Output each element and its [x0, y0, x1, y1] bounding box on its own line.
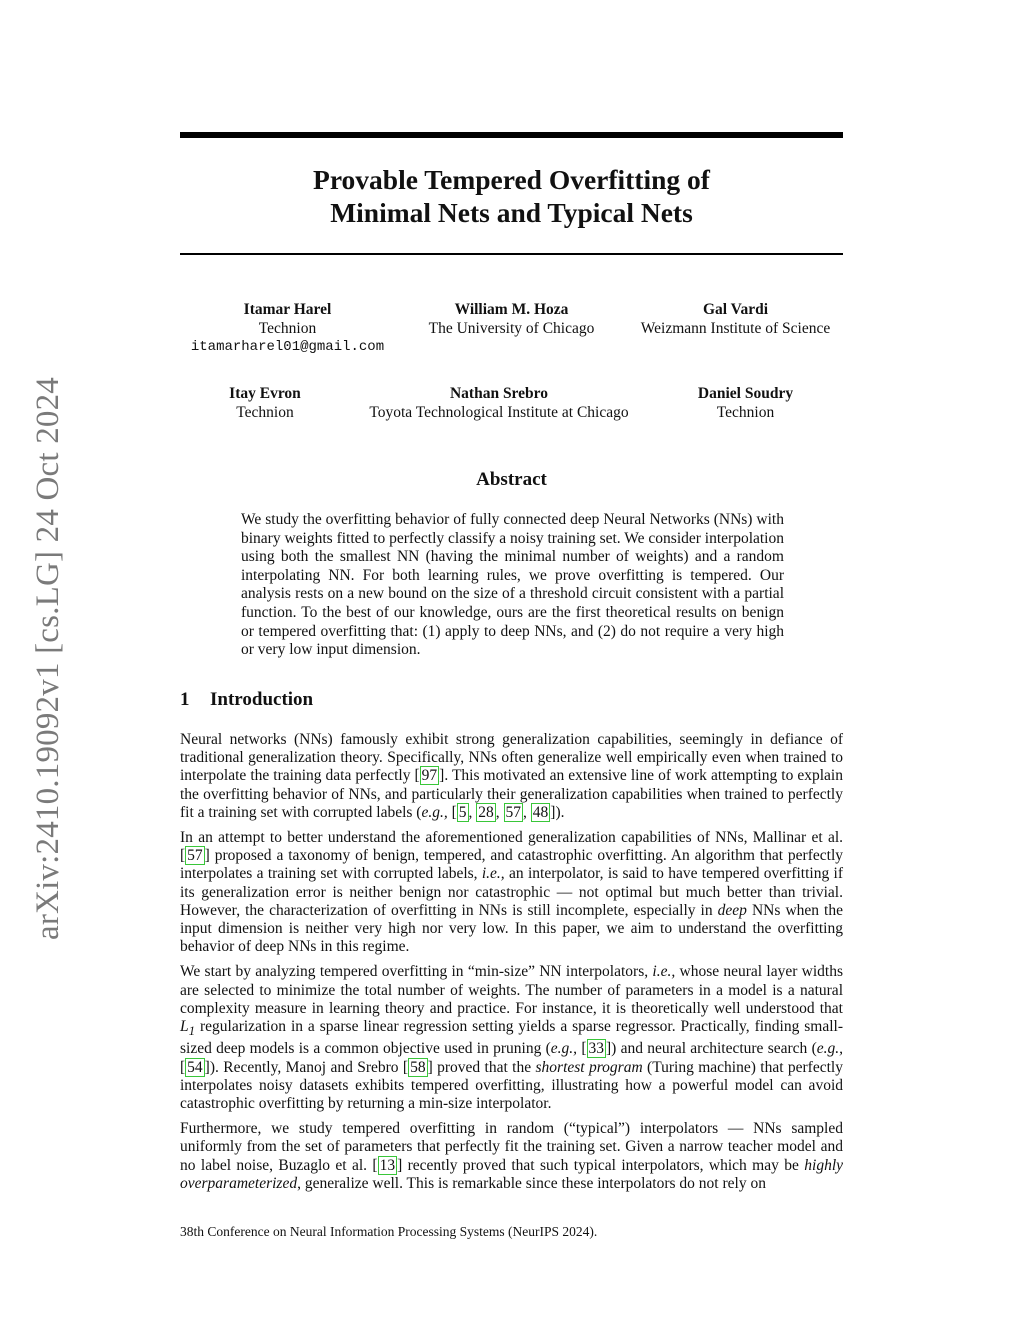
author-name: Itay Evron	[229, 385, 301, 402]
arxiv-stamp: arXiv:2410.19092v1 [cs.LG] 24 Oct 2024	[30, 376, 66, 940]
author-name: Itamar Harel	[243, 301, 332, 318]
author-name: Gal Vardi	[702, 301, 769, 318]
paper-title	[180, 163, 843, 229]
title-line-2: Minimal Nets and Typical Nets	[330, 197, 693, 228]
citation-link[interactable]: 33	[588, 1040, 605, 1058]
author-block	[180, 300, 395, 357]
author-block	[180, 384, 350, 422]
author-block	[354, 384, 644, 422]
author-name: Nathan Srebro	[449, 385, 549, 402]
paragraph: Furthermore, we study tempered overfitting in random (“typical”) interpolators — NNs sampled uniformly from the set of parameters that perfectly fit the training set. Given a narrow teacher model and no label noise, Buzaglo et al. [ 13 ] recently proved that such typical interpolators, which may be highly overparameterized, generalize well. This is remarkable since these interpolators do not rely on	[180, 1120, 844, 1192]
author-affiliation: Technion	[236, 404, 294, 421]
abstract-text: We study the overfitting behavior of fully connected deep Neural Networks (NNs) with binary weights fitted to perfectly classify a noisy training set. We consider interpolation using both the smallest NN (having the minimal number of weights) and a random interpolating NN. For both learning rules, we prove overfitting is tempered. Our analysis rests on a new bound on the size of a threshold circuit consistent with a partial function. To the best of our knowledge, ours are the first theoretical results on benign or tempered overfitting that: (1) apply to deep NNs, and (2) do not require a very high or very low input dimension.	[241, 511, 784, 659]
citation-link[interactable]: 48	[532, 803, 549, 821]
author-block	[412, 300, 612, 357]
title-rule-bottom	[180, 253, 843, 255]
citation-link[interactable]: 57	[505, 803, 522, 821]
author-row-2	[180, 384, 843, 422]
author-affiliation: Toyota Technological Institute at Chicago	[369, 404, 629, 421]
citation-link[interactable]: 57	[187, 847, 203, 865]
author-affiliation: The University of Chicago	[428, 320, 595, 337]
title-line-1: Provable Tempered Overfitting of	[313, 164, 710, 195]
section-heading	[180, 689, 313, 711]
author-name: William M. Hoza	[454, 301, 569, 318]
author-affiliation: Technion	[258, 320, 317, 337]
math-l1: $L_1$	[180, 1018, 196, 1039]
citation-link[interactable]: 28	[478, 803, 494, 821]
citation-link[interactable]: 97	[421, 767, 438, 785]
citation-link[interactable]: 13	[379, 1156, 396, 1174]
author-affiliation: Weizmann Institute of Science	[640, 320, 831, 337]
paragraph: We start by analyzing tempered overfitting in “min-size” NN interpolators, i.e., whose neural layer widths are selected to minimize the total number of weights. The number of parameters in a model is a natural complexity measure in learning theory and practice. For instance, it is theoretically well understood that $L_1$ regularization in a sparse linear regression setting yields a sparse regressor. Practically, finding small-sized deep models is a common objective used in pruning (e.g., [ 33 ]) and neural architecture search (e.g., [ 54 ]). Recently, Manoj and Srebro [ 58 ] proved that the shortest program (Turing machine) that perfectly interpolates noisy datasets exhibits tempered overfitting, illustrating how a powerful model can avoid catastrophic overfitting by returning a min-size interpolator.	[180, 963, 843, 1112]
title-rule-top	[180, 132, 843, 138]
conference-footnote: 38th Conference on Neural Information Processing Systems (NeurIPS 2024).	[180, 1224, 598, 1239]
paragraph: Neural networks (NNs) famously exhibit strong generalization capabilities, seemingly in defiance of traditional generalization theory. Specifically, NNs often generalize well empirically even when trained to interpolate the training data perfectly [ 97 ]. This motivated an extensive line of work attempting to explain the overfitting behavior of NNs, and particularly their generalization capabilities when trained to perfectly fit a training set with corrupted labels (e.g., [ 5 , 28 , 57 , 48 ]).	[180, 731, 843, 821]
author-block	[648, 384, 843, 422]
citation-link[interactable]: 5	[458, 803, 467, 821]
paragraph: In an attempt to better understand the aforementioned generalization capabilities of NNs, Mallinar et al. [ 57 ] proposed a taxonomy of benign, tempered, and catastrophic overfitting. An algorithm that perfectly interpolates a training set with corrupted labels, i.e., an interpolator, is said to have tempered overfitting if its generalization error is neither benign nor catastrophic — not optimal but much better than trivial. However, the characterization of overfitting in NNs is still incomplete, especially in deep NNs when the input dimension is neither very high nor very low. In this paper, we aim to understand the overfitting behavior of deep NNs in this regime.	[180, 829, 843, 956]
author-row-1	[180, 300, 843, 357]
author-block	[628, 300, 843, 357]
citation-link[interactable]: 54	[187, 1058, 203, 1076]
author-affiliation: Technion	[716, 404, 775, 421]
section-number: 1	[180, 689, 190, 710]
section-title: Introduction	[210, 689, 314, 710]
author-name: Daniel Soudry	[697, 385, 794, 402]
citation-link[interactable]: 58	[410, 1058, 426, 1076]
abstract-heading: Abstract	[476, 469, 547, 490]
author-email[interactable]: itamarharel01@gmail.com	[190, 339, 385, 355]
body-text	[180, 731, 843, 1200]
